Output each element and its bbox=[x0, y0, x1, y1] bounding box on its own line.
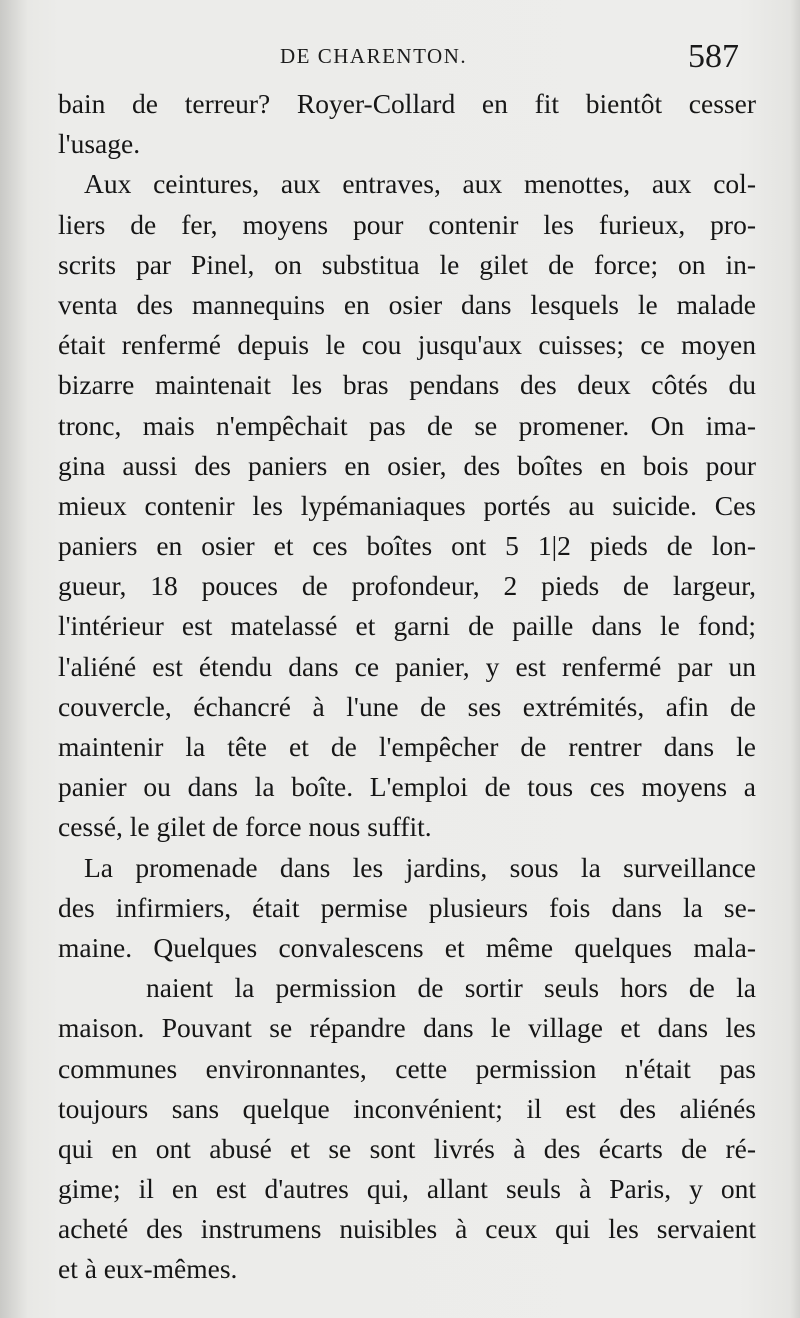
text-line: liers de fer, moyens pour contenir les furieux, pro- bbox=[58, 208, 756, 240]
text-line: l'aliéné est étendu dans ce panier, y est renfermé par un bbox=[58, 650, 756, 682]
text-line: La promenade dans les jardins, sous la surveillance bbox=[84, 851, 756, 883]
text-line: gina aussi des paniers en osier, des boîtes en bois pour bbox=[58, 449, 756, 481]
text-line: l'intérieur est matelassé et garni de paille dans le fond; bbox=[58, 610, 756, 642]
body-text bbox=[58, 84, 756, 1290]
text-line: paniers en osier et ces boîtes ont 5 1|2 pieds de lon- bbox=[58, 530, 756, 562]
text-line: maintenir la tête et de l'empêcher de rentrer dans le bbox=[58, 731, 756, 762]
text-line: l'usage. bbox=[58, 128, 141, 160]
text-line: naient la permission de sortir seuls hors de la bbox=[146, 972, 756, 1004]
text-line: toujours sans quelque inconvénient; il est des aliénés bbox=[58, 1092, 756, 1124]
text-line: scrits par Pinel, on substitua le gilet de force; on in- bbox=[58, 248, 756, 280]
page-number: 587 bbox=[688, 38, 739, 75]
text-line: couvercle, échancré à l'une de ses extrémités, afin de bbox=[58, 690, 756, 722]
text-line: gime; il en est d'autres qui, allant seuls à Paris, y ont bbox=[58, 1173, 756, 1205]
text-line: bizarre maintenait les bras pendans des deux côtés du bbox=[58, 369, 756, 401]
text-line: communes environnantes, cette permission n'était pas bbox=[58, 1052, 756, 1084]
text-line: acheté des instrumens nuisibles à ceux qui les servaient bbox=[58, 1213, 756, 1245]
text-line: maine. Quelques convalescens et même quelques mala- bbox=[58, 931, 756, 963]
page-header bbox=[0, 38, 800, 78]
text-line: était renfermé depuis le cou jusqu'aux cuisses; ce moyen bbox=[58, 329, 756, 361]
text-line: tronc, mais n'empêchait pas de se promener. On ima- bbox=[58, 409, 756, 441]
text-line: qui en ont abusé et se sont livrés à des écarts de ré- bbox=[58, 1132, 756, 1164]
text-line: venta des mannequins en osier dans lesquels le malade bbox=[58, 288, 756, 320]
text-line: maison. Pouvant se répandre dans le village et dans les bbox=[58, 1012, 756, 1044]
text-line: et à eux-mêmes. bbox=[58, 1253, 238, 1285]
text-line: des infirmiers, était permise plusieurs fois dans la se- bbox=[58, 891, 756, 923]
text-line: gueur, 18 pouces de profondeur, 2 pieds de largeur, bbox=[58, 570, 756, 602]
text-line: Aux ceintures, aux entraves, aux menottes, aux col- bbox=[84, 168, 756, 200]
text-line: cessé, le gilet de force nous suffit. bbox=[58, 811, 432, 843]
running-title: DE CHARENTON. bbox=[280, 44, 468, 68]
text-line: bain de terreur? Royer-Collard en fit bientôt cesser bbox=[58, 88, 756, 119]
text-line: mieux contenir les lypémaniaques portés au suicide. Ces bbox=[58, 489, 756, 521]
text-line: panier ou dans la boîte. L'emploi de tous ces moyens a bbox=[58, 771, 756, 803]
